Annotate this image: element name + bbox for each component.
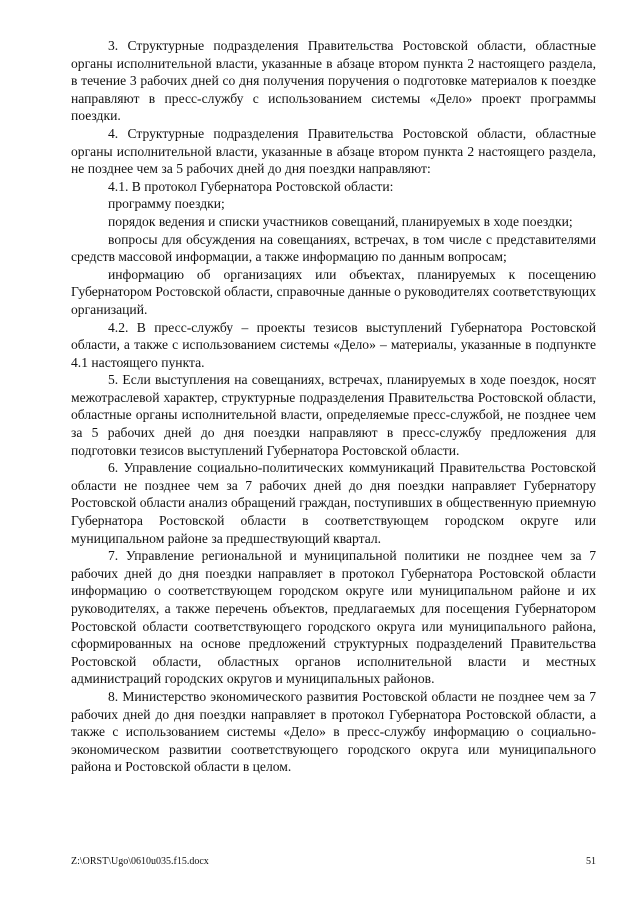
list-item-program: программу поездки; — [108, 196, 225, 212]
list-item-organizations-info: информацию об организациях или объектах, планируемых к посещению Губернатором Ростовской области, справочные данные о руководителях соответствующих организаций. — [71, 266, 596, 317]
paragraph-4: 4. Структурные подразделения Правительства Ростовской области, областные органы исполнительной власти, указанные в абзаце втором пункта 2 настоящего раздела, не позднее чем за 5 рабочих дней до дня поездки направляют: — [71, 125, 596, 177]
paragraph-4-2: 4.2. В пресс-службу – проекты тезисов выступлений Губернатора Ростовской области, а также с использованием системы «Дело» – материалы, указанные в подпункте 4.1 настоящего пункта. — [71, 319, 596, 370]
paragraph-7: 7. Управление региональной и муниципальной политики не позднее чем за 7 рабочих дней до дня поездки направляет в протокол Губернатора Ростовской области информацию о соответствующем городском округе или муниципальном районе и их руководителях, а также перечень объектов, предлагаемых для посещения Губернатором Ростовской области соответствующего городского округа или муниципального района, сформированных на основе предложений структурных подразделений Правительства Ростовской области, областных органов исполнительной власти и местных администраций городских округов и муниципальных районов. — [71, 548, 596, 687]
file-path: Z:\ORST\Ugo\0610u035.f15.docx — [71, 856, 209, 867]
document-body — [71, 37, 596, 776]
paragraph-8: 8. Министерство экономического развития Ростовской области не позднее чем за 7 рабочих дней до дня поездки направляет в протокол Губернатора Ростовской области, а также с использованием системы «Дело» в пресс-службу информацию о социально-экономическом развитии соответствующего городского округа или муниципального района и Ростовской области в целом. — [71, 688, 596, 775]
page-number: 51 — [586, 856, 596, 867]
paragraph-6: 6. Управление социально-политических коммуникаций Правительства Ростовской области не позднее чем за 7 рабочих дней до дня поездки направляет Губернатору Ростовской области анализ обращений граждан, поступивших в общественную приемную Губернатора Ростовской области в соответствующем городском округе или муниципальном районе за предшествующий квартал. — [71, 460, 596, 546]
paragraph-5: 5. Если выступления на совещаниях, встречах, планируемых в ходе поездок, носят межотраслевой характер, структурные подразделения Правительства Ростовской области, областные органы исполнительной власти, определяемые пресс-службой, не позднее чем за 5 рабочих дней до дня поездки направляют в пресс-службу предложения для подготовки тезисов выступлений Губернатора Ростовской области. — [71, 372, 596, 458]
list-item-discussion-questions: вопросы для обсуждения на совещаниях, встречах, в том числе с представителями средств массовой информации, а также информацию по данным вопросам; — [71, 231, 596, 265]
paragraph-3: 3. Структурные подразделения Правительства Ростовской области, областные органы исполнительной власти, указанные в абзаце втором пункта 2 настоящего раздела, в течение 3 рабочих дней со дня получения поручения о подготовке материалов к поездке направляют в пресс-службу с использованием системы «Дело» проект программы поездки. — [71, 38, 596, 124]
list-item-meeting-order: порядок ведения и списки участников совещаний, планируемых в ходе поездки; — [108, 213, 573, 229]
paragraph-4-1: 4.1. В протокол Губернатора Ростовской области: — [108, 178, 394, 194]
